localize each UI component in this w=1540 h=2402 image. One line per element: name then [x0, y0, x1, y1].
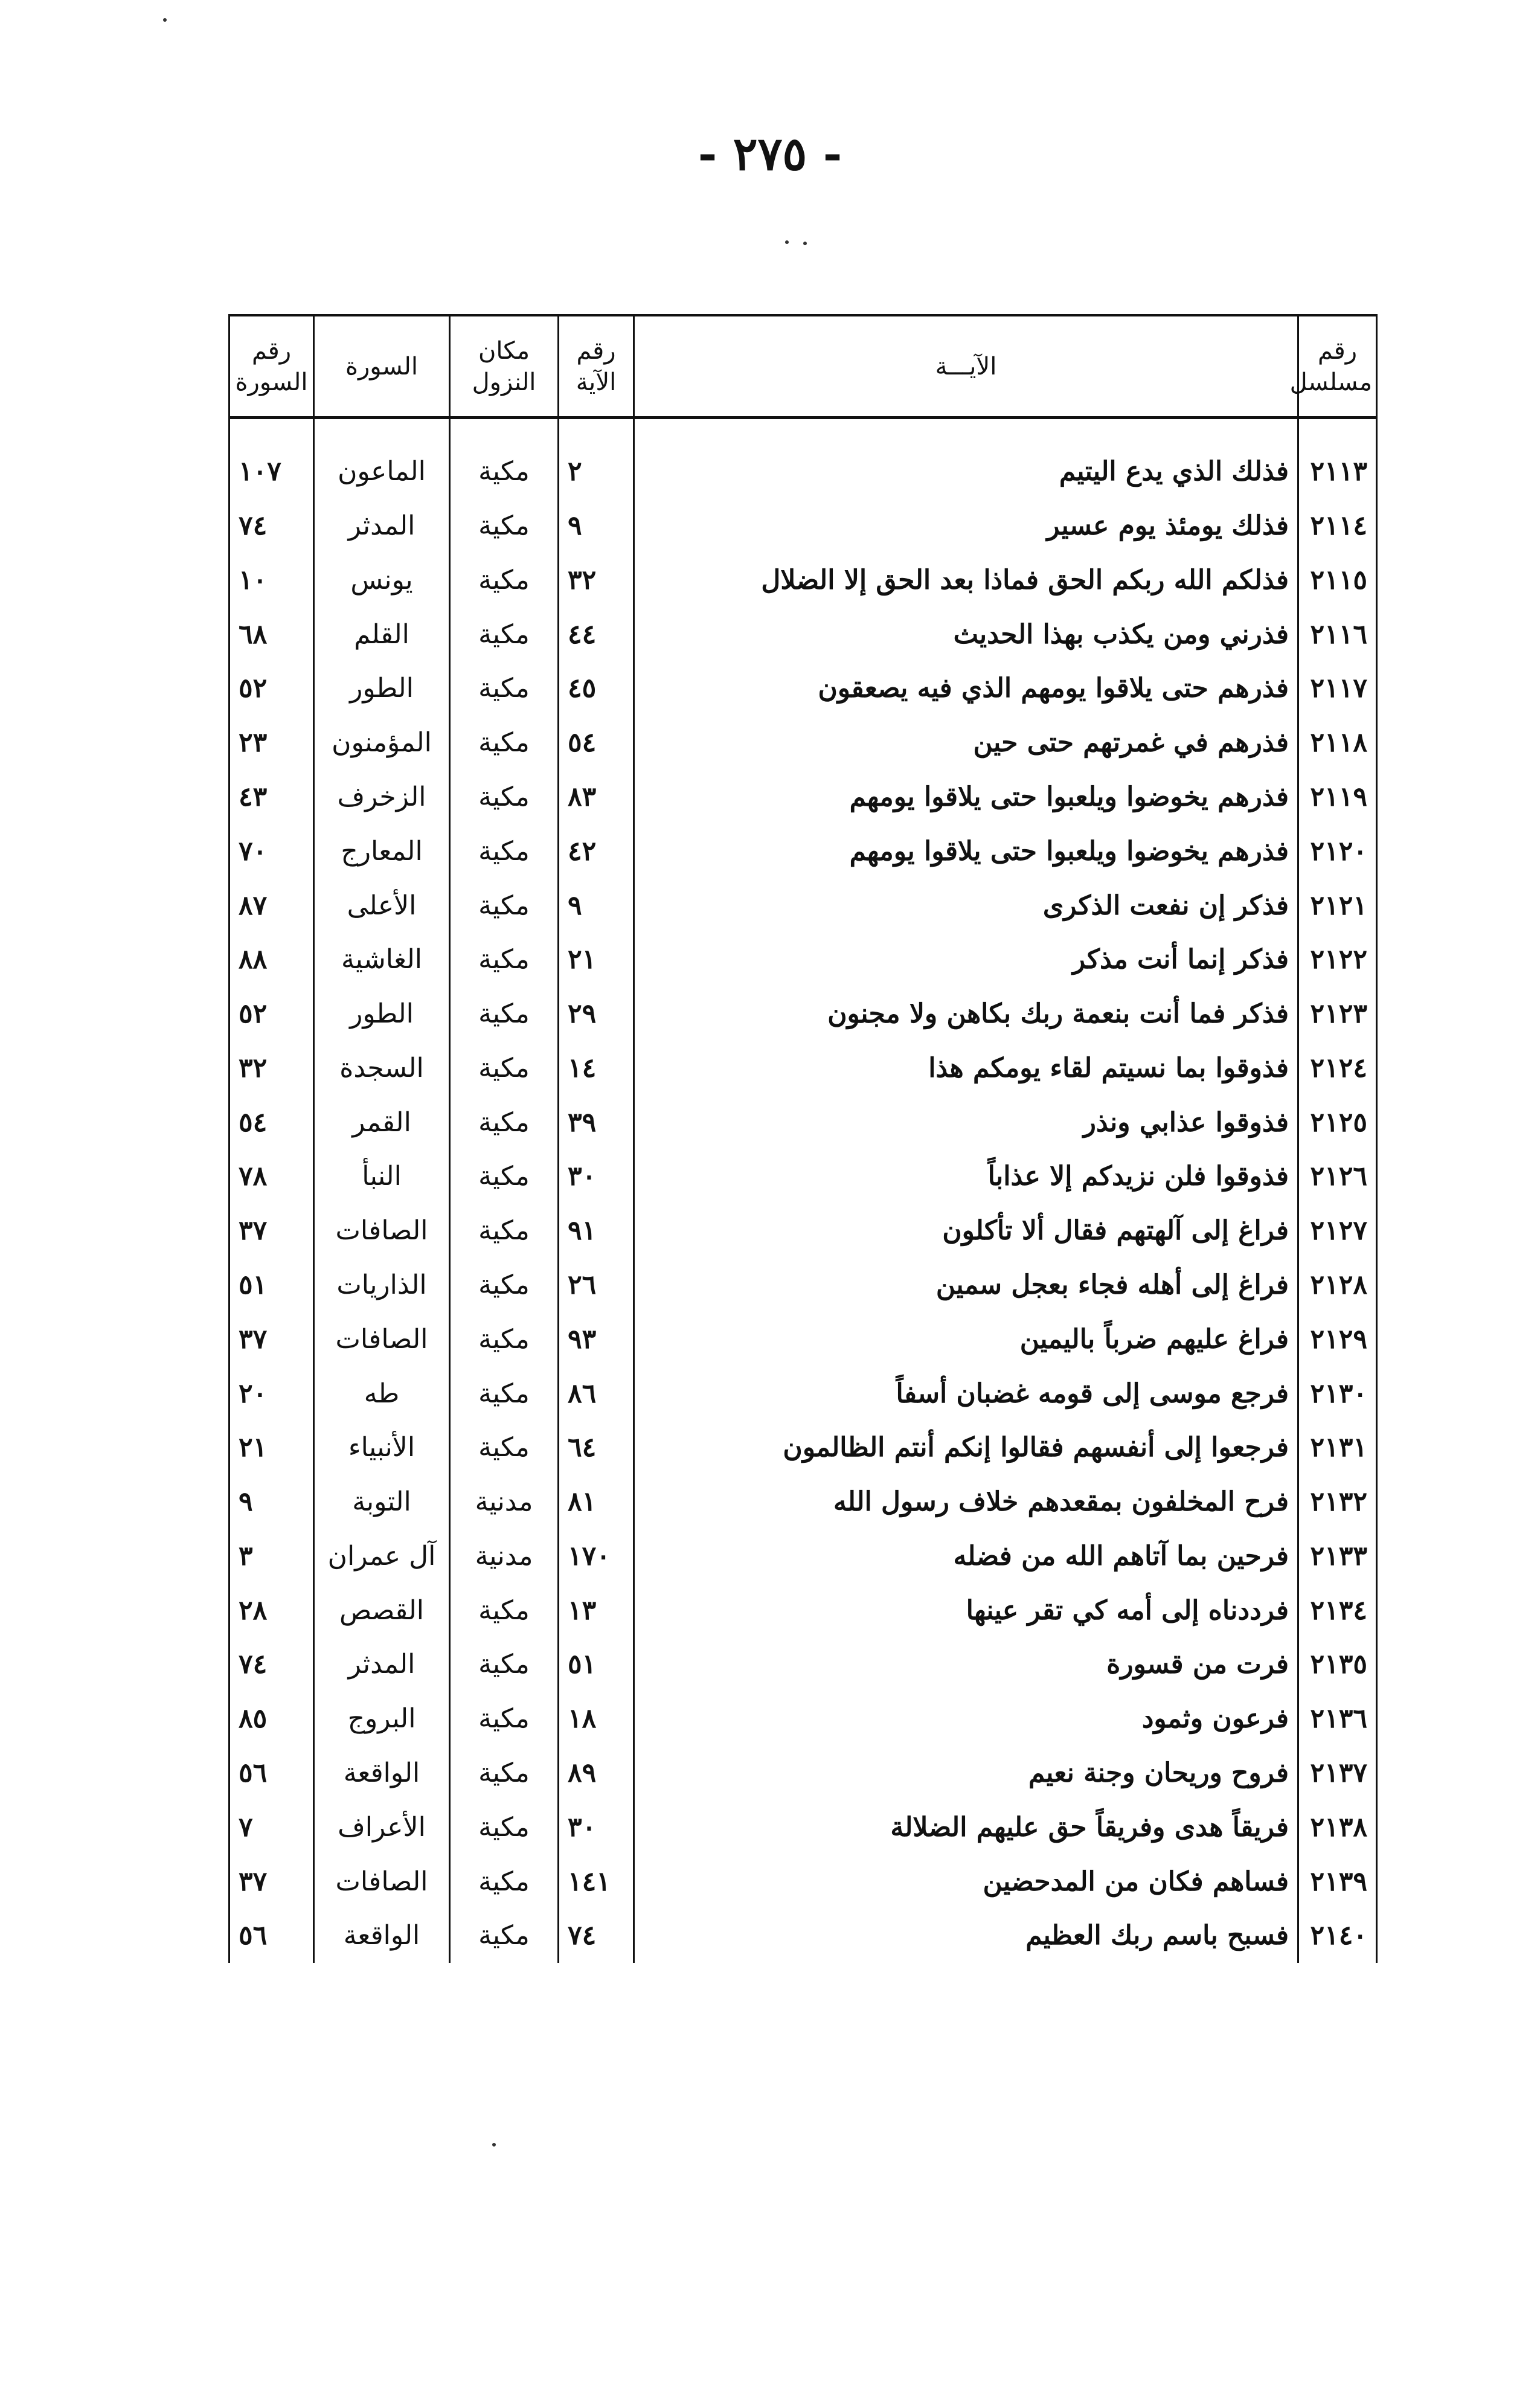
serial-number-cell: ٢١٤٠ [1298, 1909, 1377, 1963]
place-of-revelation-cell: مكية [450, 933, 559, 987]
scan-speck [803, 242, 807, 245]
serial-number-cell: ٢١٢٣ [1298, 987, 1377, 1041]
ayah-number-cell: ٣٠ [559, 1800, 634, 1854]
ayah-number-cell: ٧٤ [559, 1909, 634, 1963]
surah-name-cell: الزخرف [314, 770, 450, 824]
surah-number-cell: ٧٤ [229, 1637, 314, 1692]
place-of-revelation-cell: مكية [450, 1041, 559, 1095]
verse-text-cell: فذرهم يخوضوا ويلعبوا حتى يلاقوا يومهم [634, 824, 1298, 878]
header-verse: الآيـــة [634, 315, 1298, 418]
surah-number-cell: ٣٧ [229, 1854, 314, 1909]
surah-number-cell: ٥٤ [229, 1095, 314, 1149]
surah-number-cell: ٧٨ [229, 1149, 314, 1204]
serial-number-cell: ٢١٣١ [1298, 1421, 1377, 1475]
ayah-number-cell: ١٣ [559, 1583, 634, 1637]
verse-text-cell: فرددناه إلى أمه كي تقر عينها [634, 1583, 1298, 1637]
surah-name-cell: التوبة [314, 1475, 450, 1529]
table-row [229, 1041, 1377, 1095]
place-of-revelation-cell: مكية [450, 716, 559, 770]
serial-number-cell: ٢١٢٥ [1298, 1095, 1377, 1149]
ayah-number-cell: ٨٣ [559, 770, 634, 824]
table-row [229, 1149, 1377, 1204]
surah-name-cell: القمر [314, 1095, 450, 1149]
verse-text-cell: فذلك يومئذ يوم عسير [634, 499, 1298, 553]
table-row [229, 1692, 1377, 1746]
surah-number-cell: ٧٤ [229, 499, 314, 553]
table-row [229, 716, 1377, 770]
serial-number-cell: ٢١٢١ [1298, 878, 1377, 933]
ayah-number-cell: ٣٩ [559, 1095, 634, 1149]
place-of-revelation-cell: مكية [450, 607, 559, 661]
place-of-revelation-cell: مكية [450, 1909, 559, 1963]
spacer-cell [229, 418, 314, 445]
verse-text-cell: فذكر فما أنت بنعمة ربك بكاهن ولا مجنون [634, 987, 1298, 1041]
ayah-number-cell: ١٧٠ [559, 1529, 634, 1583]
place-of-revelation-cell: مكية [450, 1366, 559, 1421]
ayah-number-cell: ٥١ [559, 1637, 634, 1692]
surah-name-cell: الصافات [314, 1854, 450, 1909]
serial-number-cell: ٢١٣٧ [1298, 1746, 1377, 1800]
verse-text-cell: فذوقوا عذابي ونذر [634, 1095, 1298, 1149]
ayah-number-cell: ٨٦ [559, 1366, 634, 1421]
header-serial: رقم مسلسل [1298, 315, 1377, 418]
surah-name-cell: آل عمران [314, 1529, 450, 1583]
table-row [229, 933, 1377, 987]
ayah-number-cell: ١٤١ [559, 1854, 634, 1909]
verse-text-cell: فذرهم حتى يلاقوا يومهم الذي فيه يصعقون [634, 661, 1298, 716]
table-row [229, 824, 1377, 878]
surah-number-cell: ١٠٧ [229, 445, 314, 499]
place-of-revelation-cell: مكية [450, 1095, 559, 1149]
index-table-container [228, 314, 1376, 1963]
place-of-revelation-cell: مكية [450, 1746, 559, 1800]
serial-number-cell: ٢١١٦ [1298, 607, 1377, 661]
surah-number-cell: ١٠ [229, 553, 314, 607]
ayah-number-cell: ٢١ [559, 933, 634, 987]
surah-name-cell: الغاشية [314, 933, 450, 987]
verse-text-cell: فرحين بما آتاهم الله من فضله [634, 1529, 1298, 1583]
header-place-of-revelation: مكان النزول [450, 315, 559, 418]
verse-text-cell: فرجعوا إلى أنفسهم فقالوا إنكم أنتم الظالمون [634, 1421, 1298, 1475]
page-number: - ٢٧٥ - [698, 127, 842, 181]
ayah-number-cell: ٩٣ [559, 1312, 634, 1366]
ayah-number-cell: ٨١ [559, 1475, 634, 1529]
serial-number-cell: ٢١١٣ [1298, 445, 1377, 499]
surah-name-cell: المعارج [314, 824, 450, 878]
place-of-revelation-cell: مكية [450, 661, 559, 716]
surah-name-cell: الأنبياء [314, 1421, 450, 1475]
table-row [229, 770, 1377, 824]
serial-number-cell: ٢١٢٨ [1298, 1258, 1377, 1312]
table-row [229, 1095, 1377, 1149]
ayah-number-cell: ١٤ [559, 1041, 634, 1095]
verse-text-cell: فذرهم يخوضوا ويلعبوا حتى يلاقوا يومهم [634, 770, 1298, 824]
table-row [229, 1854, 1377, 1909]
table-row [229, 1800, 1377, 1854]
ayah-number-cell: ٤٢ [559, 824, 634, 878]
place-of-revelation-cell: مكية [450, 1149, 559, 1204]
surah-name-cell: المؤمنون [314, 716, 450, 770]
surah-name-cell: المدثر [314, 499, 450, 553]
table-row [229, 1204, 1377, 1258]
serial-number-cell: ٢١٢٧ [1298, 1204, 1377, 1258]
table-row [229, 661, 1377, 716]
place-of-revelation-cell: مدنية [450, 1475, 559, 1529]
spacer-cell [634, 418, 1298, 445]
surah-number-cell: ٢١ [229, 1421, 314, 1475]
ayah-number-cell: ٣٢ [559, 553, 634, 607]
surah-number-cell: ٥٢ [229, 987, 314, 1041]
ayah-number-cell: ٤٤ [559, 607, 634, 661]
place-of-revelation-cell: مكية [450, 1800, 559, 1854]
place-of-revelation-cell: مكية [450, 1258, 559, 1312]
spacer-cell [1298, 418, 1377, 445]
ayah-number-cell: ٢ [559, 445, 634, 499]
table-row [229, 987, 1377, 1041]
serial-number-cell: ٢١٣٤ [1298, 1583, 1377, 1637]
table-row [229, 1529, 1377, 1583]
surah-name-cell: الأعراف [314, 1800, 450, 1854]
surah-number-cell: ٨٨ [229, 933, 314, 987]
surah-name-cell: طه [314, 1366, 450, 1421]
ayah-number-cell: ٢٦ [559, 1258, 634, 1312]
ayah-number-cell: ٦٤ [559, 1421, 634, 1475]
header-surah: السورة [314, 315, 450, 418]
place-of-revelation-cell: مكية [450, 1583, 559, 1637]
surah-number-cell: ٨٥ [229, 1692, 314, 1746]
table-row [229, 1637, 1377, 1692]
surah-number-cell: ٢٠ [229, 1366, 314, 1421]
place-of-revelation-cell: مكية [450, 1204, 559, 1258]
verse-text-cell: فساهم فكان من المدحضين [634, 1854, 1298, 1909]
surah-number-cell: ٨٧ [229, 878, 314, 933]
verse-index-table [228, 314, 1378, 1963]
surah-name-cell: الواقعة [314, 1746, 450, 1800]
surah-number-cell: ٣٧ [229, 1204, 314, 1258]
header-surah-number: رقم السورة [229, 315, 314, 418]
table-row [229, 1909, 1377, 1963]
verse-text-cell: فريقاً هدى وفريقاً حق عليهم الضلالة [634, 1800, 1298, 1854]
serial-number-cell: ٢١١٧ [1298, 661, 1377, 716]
serial-number-cell: ٢١٢٤ [1298, 1041, 1377, 1095]
verse-text-cell: فروح وريحان وجنة نعيم [634, 1746, 1298, 1800]
surah-number-cell: ٥٦ [229, 1746, 314, 1800]
serial-number-cell: ٢١٣٣ [1298, 1529, 1377, 1583]
surah-number-cell: ٣٢ [229, 1041, 314, 1095]
serial-number-cell: ٢١٣٠ [1298, 1366, 1377, 1421]
surah-number-cell: ٢٣ [229, 716, 314, 770]
verse-text-cell: فرعون وثمود [634, 1692, 1298, 1746]
place-of-revelation-cell: مكية [450, 553, 559, 607]
serial-number-cell: ٢١٢٩ [1298, 1312, 1377, 1366]
serial-number-cell: ٢١٣٢ [1298, 1475, 1377, 1529]
place-of-revelation-cell: مكية [450, 1312, 559, 1366]
place-of-revelation-cell: مكية [450, 1637, 559, 1692]
table-spacer-row [229, 418, 1377, 445]
place-of-revelation-cell: مكية [450, 1692, 559, 1746]
spacer-cell [314, 418, 450, 445]
verse-text-cell: فذوقوا فلن نزيدكم إلا عذاباً [634, 1149, 1298, 1204]
surah-number-cell: ٩ [229, 1475, 314, 1529]
verse-text-cell: فذكر إنما أنت مذكر [634, 933, 1298, 987]
serial-number-cell: ٢١٢٠ [1298, 824, 1377, 878]
surah-number-cell: ٥٦ [229, 1909, 314, 1963]
verse-text-cell: فرت من قسورة [634, 1637, 1298, 1692]
verse-text-cell: فراغ إلى أهله فجاء بعجل سمين [634, 1258, 1298, 1312]
surah-name-cell: الطور [314, 661, 450, 716]
serial-number-cell: ٢١٢٢ [1298, 933, 1377, 987]
surah-name-cell: الذاريات [314, 1258, 450, 1312]
surah-name-cell: الواقعة [314, 1909, 450, 1963]
verse-text-cell: فرح المخلفون بمقعدهم خلاف رسول الله [634, 1475, 1298, 1529]
surah-number-cell: ٣ [229, 1529, 314, 1583]
ayah-number-cell: ٥٤ [559, 716, 634, 770]
ayah-number-cell: ٢٩ [559, 987, 634, 1041]
serial-number-cell: ٢١٣٩ [1298, 1854, 1377, 1909]
table-row [229, 1746, 1377, 1800]
surah-number-cell: ٥١ [229, 1258, 314, 1312]
verse-text-cell: فذكر إن نفعت الذكرى [634, 878, 1298, 933]
surah-name-cell: النبأ [314, 1149, 450, 1204]
surah-name-cell: الصافات [314, 1204, 450, 1258]
verse-text-cell: فذرهم في غمرتهم حتى حين [634, 716, 1298, 770]
place-of-revelation-cell: مكية [450, 1421, 559, 1475]
table-row [229, 1421, 1377, 1475]
surah-number-cell: ٦٨ [229, 607, 314, 661]
surah-name-cell: السجدة [314, 1041, 450, 1095]
table-header-row [229, 315, 1377, 418]
serial-number-cell: ٢١٣٥ [1298, 1637, 1377, 1692]
surah-number-cell: ٤٣ [229, 770, 314, 824]
ayah-number-cell: ٩ [559, 878, 634, 933]
table-row [229, 445, 1377, 499]
scan-speck [163, 18, 167, 22]
verse-text-cell: فرجع موسى إلى قومه غضبان أسفاً [634, 1366, 1298, 1421]
surah-name-cell: القصص [314, 1583, 450, 1637]
table-row [229, 1312, 1377, 1366]
surah-name-cell: المدثر [314, 1637, 450, 1692]
verse-text-cell: فذلكم الله ربكم الحق فماذا بعد الحق إلا الضلال [634, 553, 1298, 607]
surah-name-cell: الصافات [314, 1312, 450, 1366]
scan-speck [492, 2143, 496, 2147]
surah-number-cell: ٥٢ [229, 661, 314, 716]
serial-number-cell: ٢١٣٨ [1298, 1800, 1377, 1854]
surah-name-cell: البروج [314, 1692, 450, 1746]
surah-name-cell: الأعلى [314, 878, 450, 933]
verse-text-cell: فراغ إلى آلهتهم فقال ألا تأكلون [634, 1204, 1298, 1258]
table-row [229, 553, 1377, 607]
verse-text-cell: فسبح باسم ربك العظيم [634, 1909, 1298, 1963]
verse-text-cell: فراغ عليهم ضرباً باليمين [634, 1312, 1298, 1366]
serial-number-cell: ٢١١٥ [1298, 553, 1377, 607]
surah-name-cell: الطور [314, 987, 450, 1041]
surah-name-cell: يونس [314, 553, 450, 607]
place-of-revelation-cell: مكية [450, 987, 559, 1041]
place-of-revelation-cell: مكية [450, 1854, 559, 1909]
table-row [229, 1366, 1377, 1421]
ayah-number-cell: ٩ [559, 499, 634, 553]
spacer-cell [450, 418, 559, 445]
ayah-number-cell: ٤٥ [559, 661, 634, 716]
table-row [229, 1583, 1377, 1637]
table-row [229, 499, 1377, 553]
verse-text-cell: فذلك الذي يدع اليتيم [634, 445, 1298, 499]
ayah-number-cell: ٩١ [559, 1204, 634, 1258]
surah-number-cell: ٢٨ [229, 1583, 314, 1637]
spacer-cell [559, 418, 634, 445]
ayah-number-cell: ٣٠ [559, 1149, 634, 1204]
surah-name-cell: الماعون [314, 445, 450, 499]
serial-number-cell: ٢١٣٦ [1298, 1692, 1377, 1746]
surah-name-cell: القلم [314, 607, 450, 661]
serial-number-cell: ٢١١٤ [1298, 499, 1377, 553]
surah-number-cell: ٧ [229, 1800, 314, 1854]
surah-number-cell: ٣٧ [229, 1312, 314, 1366]
ayah-number-cell: ١٨ [559, 1692, 634, 1746]
table-row [229, 607, 1377, 661]
place-of-revelation-cell: مكية [450, 445, 559, 499]
ayah-number-cell: ٨٩ [559, 1746, 634, 1800]
surah-number-cell: ٧٠ [229, 824, 314, 878]
table-row [229, 1258, 1377, 1312]
table-row [229, 878, 1377, 933]
place-of-revelation-cell: مكية [450, 878, 559, 933]
place-of-revelation-cell: مكية [450, 499, 559, 553]
serial-number-cell: ٢١١٨ [1298, 716, 1377, 770]
scan-speck [785, 240, 789, 244]
verse-text-cell: فذوقوا بما نسيتم لقاء يومكم هذا [634, 1041, 1298, 1095]
place-of-revelation-cell: مدنية [450, 1529, 559, 1583]
place-of-revelation-cell: مكية [450, 770, 559, 824]
verse-text-cell: فذرني ومن يكذب بهذا الحديث [634, 607, 1298, 661]
serial-number-cell: ٢١٢٦ [1298, 1149, 1377, 1204]
serial-number-cell: ٢١١٩ [1298, 770, 1377, 824]
header-ayah-number: رقم الآية [559, 315, 634, 418]
table-row [229, 1475, 1377, 1529]
place-of-revelation-cell: مكية [450, 824, 559, 878]
